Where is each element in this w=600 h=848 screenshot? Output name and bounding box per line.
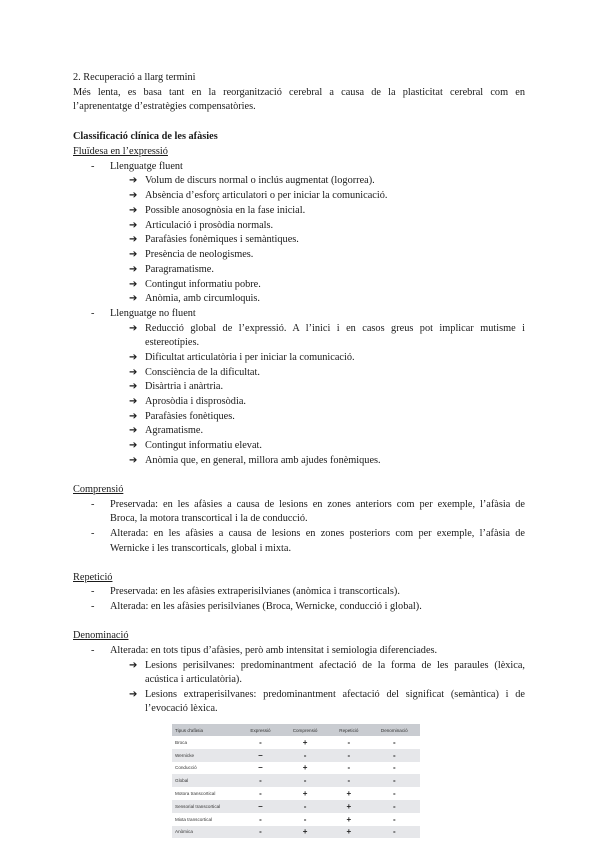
bullet-dash: - [91, 308, 95, 319]
arrow-right-icon: ➔ [129, 367, 138, 378]
repetition-altered: Alterada: en les afàsies perisilvianes (Broca, Wernicke, conducció i global). [110, 601, 422, 612]
nonfluent-item: Dificultat articulatòria i per iniciar la comunicació. [145, 352, 355, 363]
arrow-right-icon: ➔ [129, 279, 138, 290]
table-header-cell: Comprensió [281, 724, 329, 736]
table-cell: + [329, 826, 368, 839]
nonfluent-item: Consciència de la dificultat. [145, 367, 260, 378]
table-header-cell: Denominació [369, 724, 420, 736]
table-cell-type: Motora transcortical [172, 787, 240, 800]
nonfluent-item: Parafàsies fonètiques. [145, 411, 235, 422]
arrow-right-icon: ➔ [129, 455, 138, 466]
arrow-right-icon: ➔ [129, 381, 138, 392]
table-cell: - [369, 774, 420, 787]
bullet-dash: - [91, 586, 95, 597]
recovery-heading: 2. Recuperació a llarg termini [73, 72, 196, 83]
arrow-right-icon: ➔ [129, 425, 138, 436]
table-cell: - [240, 774, 281, 787]
naming-perisylvian-line-2: acústica i articulatòria). [145, 674, 242, 685]
nonfluent-item: Anòmia que, en general, millora amb ajudes fonèmiques. [145, 455, 381, 466]
table-header-row [172, 724, 420, 736]
fluent-item: Possible anosognòsia en la fase inicial. [145, 205, 306, 216]
table-cell: - [329, 736, 368, 749]
comprehension-preserved-line-2: Broca, la motora transcortical i la de conducció. [110, 513, 308, 524]
table-cell: - [240, 736, 281, 749]
table-row [172, 762, 420, 775]
table-cell: - [329, 749, 368, 762]
fluent-item: Articulació i prosòdia normals. [145, 220, 274, 231]
fluent-item: Paragramatisme. [145, 264, 214, 275]
table-cell-type: Broca [172, 736, 240, 749]
table-row [172, 736, 420, 749]
table-cell-type: Anòmica [172, 826, 240, 839]
table-cell: - [240, 787, 281, 800]
table-row [172, 826, 420, 839]
table-row [172, 749, 420, 762]
nonfluent-item: Aprosòdia i disprosòdia. [145, 396, 246, 407]
fluent-item: Parafàsies fonèmiques i semàntiques. [145, 234, 299, 245]
recovery-paragraph-line-2: l’aprenentatge d’estratègies compensatòries. [73, 101, 256, 112]
arrow-right-icon: ➔ [129, 689, 138, 700]
table-cell: + [281, 826, 329, 839]
table-cell: - [369, 800, 420, 813]
table-cell: – [240, 749, 281, 762]
naming-altered: Alterada: en tots tipus d’afàsies, però amb intensitat i semiologia diferenciades. [110, 645, 438, 656]
fluent-item: Contingut informatiu pobre. [145, 279, 261, 290]
table-cell: + [281, 736, 329, 749]
table-cell: - [281, 749, 329, 762]
table-cell-type: Global [172, 774, 240, 787]
table-cell: - [369, 762, 420, 775]
table-cell: + [329, 787, 368, 800]
arrow-right-icon: ➔ [129, 205, 138, 216]
fluent-item: Absència d’esforç articulatori o per iniciar la comunicació. [145, 190, 388, 201]
table-cell: - [281, 774, 329, 787]
nonfluent-label: Llenguatge no fluent [110, 308, 196, 319]
table-header-cell: Expressió [240, 724, 281, 736]
arrow-right-icon: ➔ [129, 234, 138, 245]
table-header-cell: Tipus d'afàsia [172, 724, 240, 736]
naming-extraperisylvian-line-1: Lesions extraperisilvanes: predominantment afectació del significat (semàntica) i de [145, 689, 525, 700]
table-row [172, 787, 420, 800]
table-cell: + [281, 787, 329, 800]
table-cell: - [329, 774, 368, 787]
arrow-right-icon: ➔ [129, 660, 138, 671]
repetition-heading: Repetició [73, 572, 113, 583]
bullet-dash: - [91, 601, 95, 612]
table-cell: - [240, 813, 281, 826]
fluent-label: Llenguatge fluent [110, 161, 183, 172]
repetition-preserved: Preservada: en les afàsies extraperisilvianes (anòmica i transcorticals). [110, 586, 400, 597]
comprehension-heading: Comprensió [73, 484, 124, 495]
arrow-right-icon: ➔ [129, 352, 138, 363]
table-cell: - [369, 749, 420, 762]
fluent-item: Volum de discurs normal o inclús augmentat (logorrea). [145, 175, 375, 186]
arrow-right-icon: ➔ [129, 440, 138, 451]
table-cell: – [240, 762, 281, 775]
table-row [172, 813, 420, 826]
nonfluent-item-line-1: Reducció global de l’expressió. A l’inici i en casos greus pot implicar mutisme i [145, 323, 525, 334]
comprehension-altered-line-2: Wernicke i les transcorticals, global i mixta. [110, 543, 292, 554]
naming-perisylvian-line-1: Lesions perisilvanes: predominantment afectació de la forma de les paraules (lèxica, [145, 660, 525, 671]
aphasia-classification-table [172, 724, 420, 838]
arrow-right-icon: ➔ [129, 411, 138, 422]
table-cell-type: Wernicke [172, 749, 240, 762]
table-cell-type: Mixta transcortical [172, 813, 240, 826]
arrow-right-icon: ➔ [129, 396, 138, 407]
bullet-dash: - [91, 645, 95, 656]
fluency-heading: Fluïdesa en l’expressió [73, 146, 168, 157]
table-cell: - [240, 826, 281, 839]
bullet-dash: - [91, 161, 95, 172]
table-row [172, 774, 420, 787]
table-cell: – [240, 800, 281, 813]
classification-title: Classificació clínica de les afàsies [73, 131, 218, 142]
table-row [172, 800, 420, 813]
table-cell: - [329, 762, 368, 775]
nonfluent-item-line-2: estereotípies. [145, 337, 200, 348]
table-cell: - [281, 813, 329, 826]
arrow-right-icon: ➔ [129, 190, 138, 201]
comprehension-altered-line-1: Alterada: en les afàsies a causa de lesions en zones posteriors com per exemple, l’afàsia de [110, 528, 525, 539]
table-cell: - [369, 813, 420, 826]
table-cell: + [329, 813, 368, 826]
fluent-item: Anòmia, amb circumloquis. [145, 293, 260, 304]
fluent-item: Presència de neologismes. [145, 249, 254, 260]
naming-heading: Denominació [73, 630, 129, 641]
nonfluent-item: Disàrtria i anàrtria. [145, 381, 224, 392]
nonfluent-item: Agramatisme. [145, 425, 204, 436]
table-cell: - [369, 736, 420, 749]
arrow-right-icon: ➔ [129, 264, 138, 275]
nonfluent-item: Contingut informatiu elevat. [145, 440, 262, 451]
arrow-right-icon: ➔ [129, 249, 138, 260]
table-cell: + [281, 762, 329, 775]
bullet-dash: - [91, 528, 95, 539]
naming-extraperisylvian-line-2: l’evocació lèxica. [145, 703, 218, 714]
recovery-paragraph-line-1: Més lenta, es basa tant en la reorganització cerebral a causa de la plasticitat cerebral com en [73, 87, 525, 98]
arrow-right-icon: ➔ [129, 323, 138, 334]
table-cell-type: Sensorial transcortical [172, 800, 240, 813]
arrow-right-icon: ➔ [129, 293, 138, 304]
arrow-right-icon: ➔ [129, 175, 138, 186]
table-cell: - [369, 826, 420, 839]
arrow-right-icon: ➔ [129, 220, 138, 231]
bullet-dash: - [91, 499, 95, 510]
table-cell-type: Conducció [172, 762, 240, 775]
table-header-cell: Repetició [329, 724, 368, 736]
comprehension-preserved-line-1: Preservada: en les afàsies a causa de lesions en zones anteriors com per exemple, l’afàsia de [110, 499, 525, 510]
table-cell: - [369, 787, 420, 800]
table-cell: - [281, 800, 329, 813]
table-cell: + [329, 800, 368, 813]
